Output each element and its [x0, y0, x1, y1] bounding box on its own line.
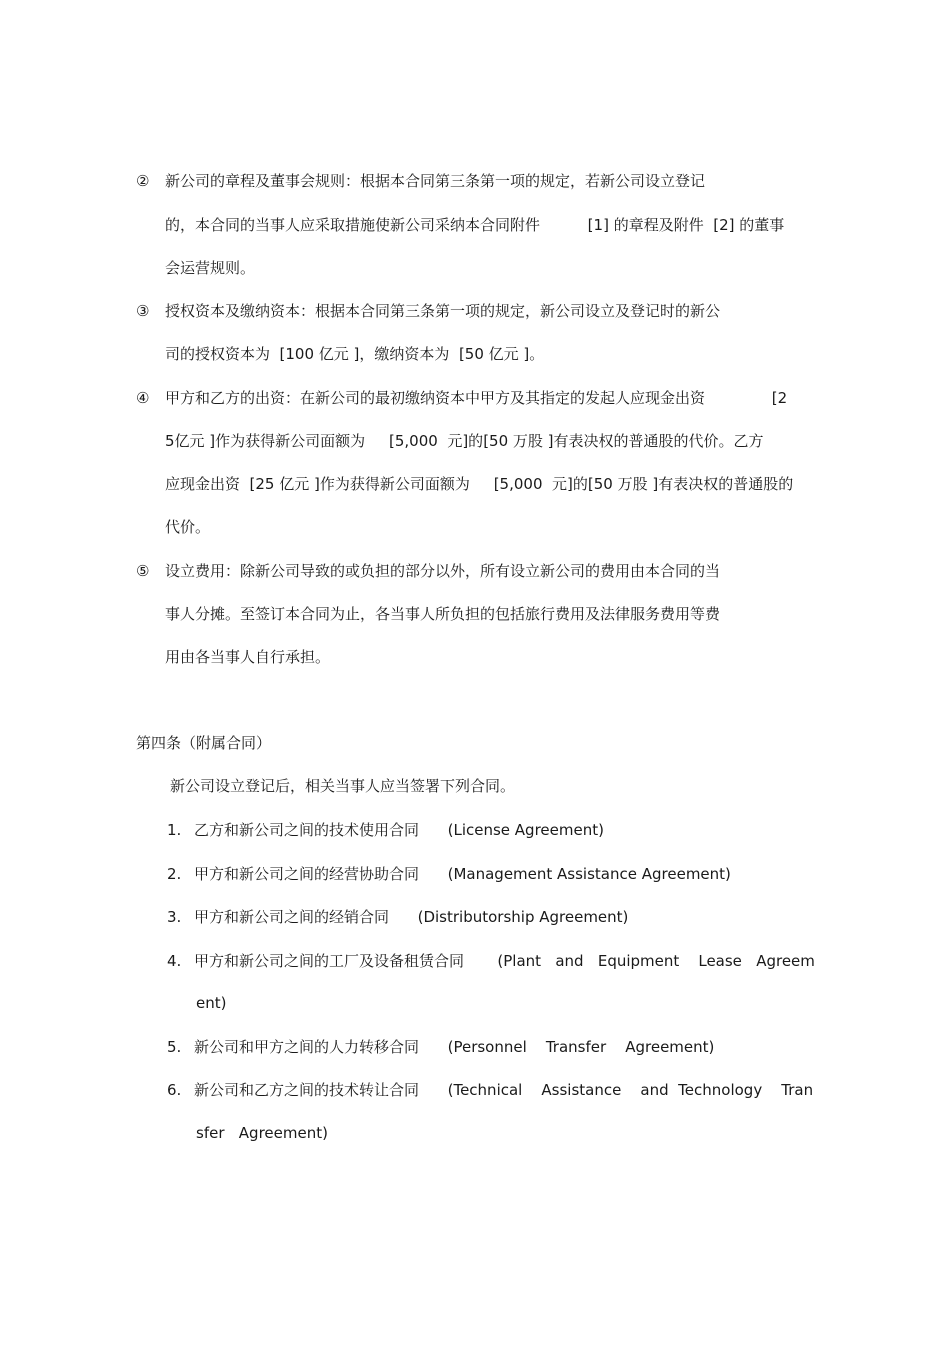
item-line: 事人分摊。至签订本合同为止，各当事人所负担的包括旅行费用及法律服务费用等费: [165, 605, 721, 623]
item-line: 设立费用：除新公司导致的或负担的部分以外，所有设立新公司的费用由本合同的当: [165, 562, 721, 580]
contract-line: 乙方和新公司之间的技术使用合同 (License Agreement): [194, 821, 604, 839]
contract-number: 5.: [167, 1038, 182, 1056]
item-marker: ③: [136, 302, 150, 320]
item-line: 5亿元 ]作为获得新公司面额为 [5,000 元]的[50 万股 ]有表决权的普通股的代价。乙方: [165, 432, 764, 450]
item-line: 司的授权资本为 [100 亿元 ]，缴纳资本为 [50 亿元 ]。: [165, 345, 545, 363]
contract-line: 甲方和新公司之间的工厂及设备租赁合同 (Plant and Equipment Lease Agreem: [194, 952, 815, 970]
item-line: 用由各当事人自行承担。: [165, 648, 331, 666]
item-line: 甲方和乙方的出资：在新公司的最初缴纳资本中甲方及其指定的发起人应现金出资 [2: [165, 389, 788, 407]
item-marker: ④: [136, 389, 150, 407]
contract-number: 1.: [167, 821, 182, 839]
article-intro: 新公司设立登记后，相关当事人应当签署下列合同。: [170, 777, 516, 795]
item-line: 新公司的章程及董事会规则：根据本合同第三条第一项的规定，若新公司设立登记: [165, 172, 706, 190]
item-line: 会运营规则。: [165, 259, 256, 277]
contract-number: 6.: [167, 1081, 182, 1099]
item-marker: ②: [136, 172, 150, 190]
contract-line: 新公司和甲方之间的人力转移合同 (Personnel Transfer Agreement): [194, 1038, 715, 1056]
contract-line: 新公司和乙方之间的技术转让合同 (Technical Assistance and Technology Tran: [194, 1081, 814, 1099]
contract-line: sfer Agreement): [196, 1124, 328, 1142]
item-line: 授权资本及缴纳资本：根据本合同第三条第一项的规定，新公司设立及登记时的新公: [165, 302, 721, 320]
item-line: 应现金出资 [25 亿元 ]作为获得新公司面额为 [5,000 元]的[50 万股 ]有表决权的普通股的: [165, 475, 794, 493]
contract-number: 2.: [167, 865, 182, 883]
contract-number: 3.: [167, 908, 182, 926]
item-marker: ⑤: [136, 562, 150, 580]
article-heading: 第四条（附属合同）: [136, 734, 272, 752]
item-line: 的，本合同的当事人应采取措施使新公司采纳本合同附件 [1] 的章程及附件 [2] 的董事: [165, 216, 785, 234]
contract-line: ent): [196, 994, 227, 1012]
contract-line: 甲方和新公司之间的经销合同 (Distributorship Agreement): [194, 908, 629, 926]
contract-number: 4.: [167, 952, 182, 970]
item-line: 代价。: [165, 518, 211, 536]
contract-line: 甲方和新公司之间的经营协助合同 (Management Assistance Agreement): [194, 865, 731, 883]
